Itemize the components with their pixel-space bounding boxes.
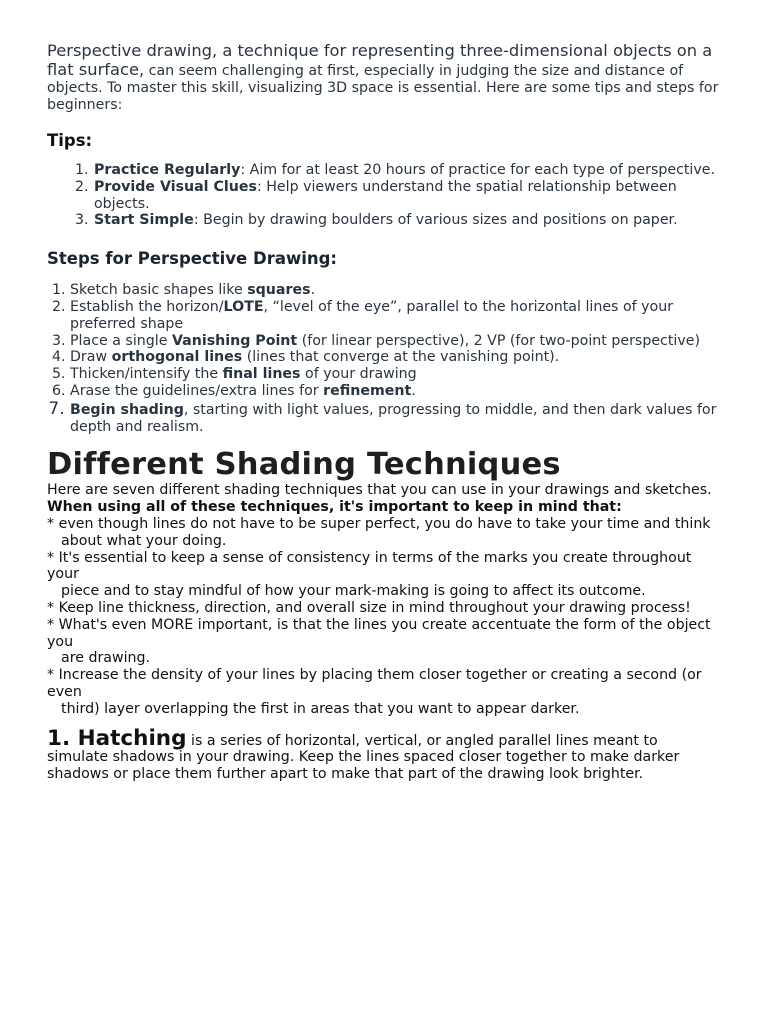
tip-text: : Begin by drawing boulders of various sizes and positions on paper. bbox=[193, 212, 678, 229]
step-post: (for linear perspective), 2 VP (for two-point perspective) bbox=[297, 332, 701, 349]
tips-item bbox=[93, 212, 720, 229]
intro-paragraph bbox=[47, 42, 720, 114]
tip-text: : Help viewers understand the spatial relationship between objects. bbox=[94, 178, 677, 212]
step-pre: Place a single bbox=[70, 332, 172, 349]
tips-item bbox=[93, 179, 720, 213]
step-bold: Vanishing Point bbox=[171, 332, 298, 349]
shading-intro-text: Here are seven different shading techniques that you can use in your drawings and sketches. bbox=[47, 482, 712, 499]
hatching-section bbox=[47, 725, 720, 783]
step-post: , starting with light values, progressing to middle, and then dark values for depth and realism. bbox=[70, 401, 717, 435]
step-pre: Thicken/intensify the bbox=[70, 366, 223, 383]
bullet-line: * What's even MORE important, is that the lines you create accentuate the form of the object you bbox=[47, 616, 711, 650]
steps-item bbox=[70, 349, 720, 366]
bullet-item bbox=[47, 516, 720, 550]
shading-heading: Different Shading Techniques bbox=[47, 447, 561, 483]
step-post: . bbox=[310, 282, 316, 299]
bullet-line: * Increase the density of your lines by placing them closer together or creating a second (or even bbox=[47, 667, 702, 700]
steps-item bbox=[70, 383, 720, 400]
step-pre: Establish the horizon/ bbox=[70, 298, 224, 315]
bullet-continuation: third) layer overlapping the first in areas that you want to appear darker. bbox=[61, 700, 580, 717]
tip-title: Practice Regularly bbox=[94, 162, 241, 178]
tip-title: Provide Visual Clues bbox=[94, 178, 257, 195]
tips-list bbox=[47, 162, 720, 229]
steps-item bbox=[70, 299, 720, 333]
steps-item bbox=[70, 401, 720, 436]
bullet-item bbox=[47, 617, 720, 667]
step-post: , “level of the eye”, parallel to the horizontal lines of your preferred shape bbox=[70, 298, 674, 332]
steps-item bbox=[70, 282, 720, 299]
tips-item bbox=[93, 162, 720, 179]
steps-item bbox=[70, 366, 720, 383]
bullet-continuation: piece and to stay mindful of how your mark-making is going to affect its outcome. bbox=[61, 583, 646, 600]
step-post: . bbox=[411, 382, 416, 399]
step-bold: refinement bbox=[323, 382, 412, 399]
bullet-line: * Keep line thickness, direction, and overall size in mind throughout your drawing process! bbox=[47, 599, 691, 616]
step-bold: squares bbox=[247, 282, 311, 299]
shading-intro bbox=[47, 482, 720, 516]
intro-lead: Perspective drawing, a technique for representing three-dimensional objects on a flat surface, bbox=[47, 41, 713, 79]
steps-list bbox=[47, 282, 720, 435]
bullet-continuation: about what your doing. bbox=[61, 532, 227, 549]
steps-item bbox=[70, 333, 720, 350]
shading-note: When using all of these techniques, it's important to keep in mind that: bbox=[47, 499, 622, 516]
step-pre: Arase the guidelines/extra lines for bbox=[70, 382, 324, 399]
hatching-title: 1. Hatching bbox=[47, 725, 187, 751]
shading-bullets bbox=[47, 516, 720, 718]
bullet-item bbox=[47, 550, 720, 600]
step-bold: final lines bbox=[222, 366, 301, 383]
step-pre: Sketch basic shapes like bbox=[70, 282, 248, 299]
intro-rest: can seem challenging at first, especially in judging the size and distance of objects. To master this skill, visualizing 3D space is essential. Here are some tips and steps for beginners: bbox=[47, 63, 719, 113]
bullet-line: * even though lines do not have to be super perfect, you do have to take your time and think bbox=[47, 515, 711, 532]
step-pre: Draw bbox=[70, 349, 112, 366]
hatching-text: is a series of horizontal, vertical, or angled parallel lines meant to simulate shadows in your drawing. Keep the lines spaced closer together to make darker shadows or place them further apart to make that part of the drawing look brighter. bbox=[47, 732, 680, 783]
tip-text: : Aim for at least 20 hours of practice for each type of perspective. bbox=[240, 162, 716, 178]
steps-heading: Steps for Perspective Drawing: bbox=[47, 249, 338, 269]
step-post: of your drawing bbox=[300, 366, 417, 383]
bullet-continuation: are drawing. bbox=[61, 650, 151, 667]
step-bold: orthogonal lines bbox=[111, 349, 243, 366]
step-bold: Begin shading bbox=[70, 401, 184, 418]
tip-title: Start Simple bbox=[94, 212, 194, 229]
step-post: (lines that converge at the vanishing point). bbox=[242, 349, 560, 366]
bullet-item bbox=[47, 600, 720, 617]
step-bold: LOTE bbox=[223, 298, 264, 315]
bullet-item bbox=[47, 667, 720, 717]
tips-heading: Tips: bbox=[47, 131, 93, 150]
bullet-line: * It's essential to keep a sense of consistency in terms of the marks you create throughout your bbox=[47, 549, 692, 583]
